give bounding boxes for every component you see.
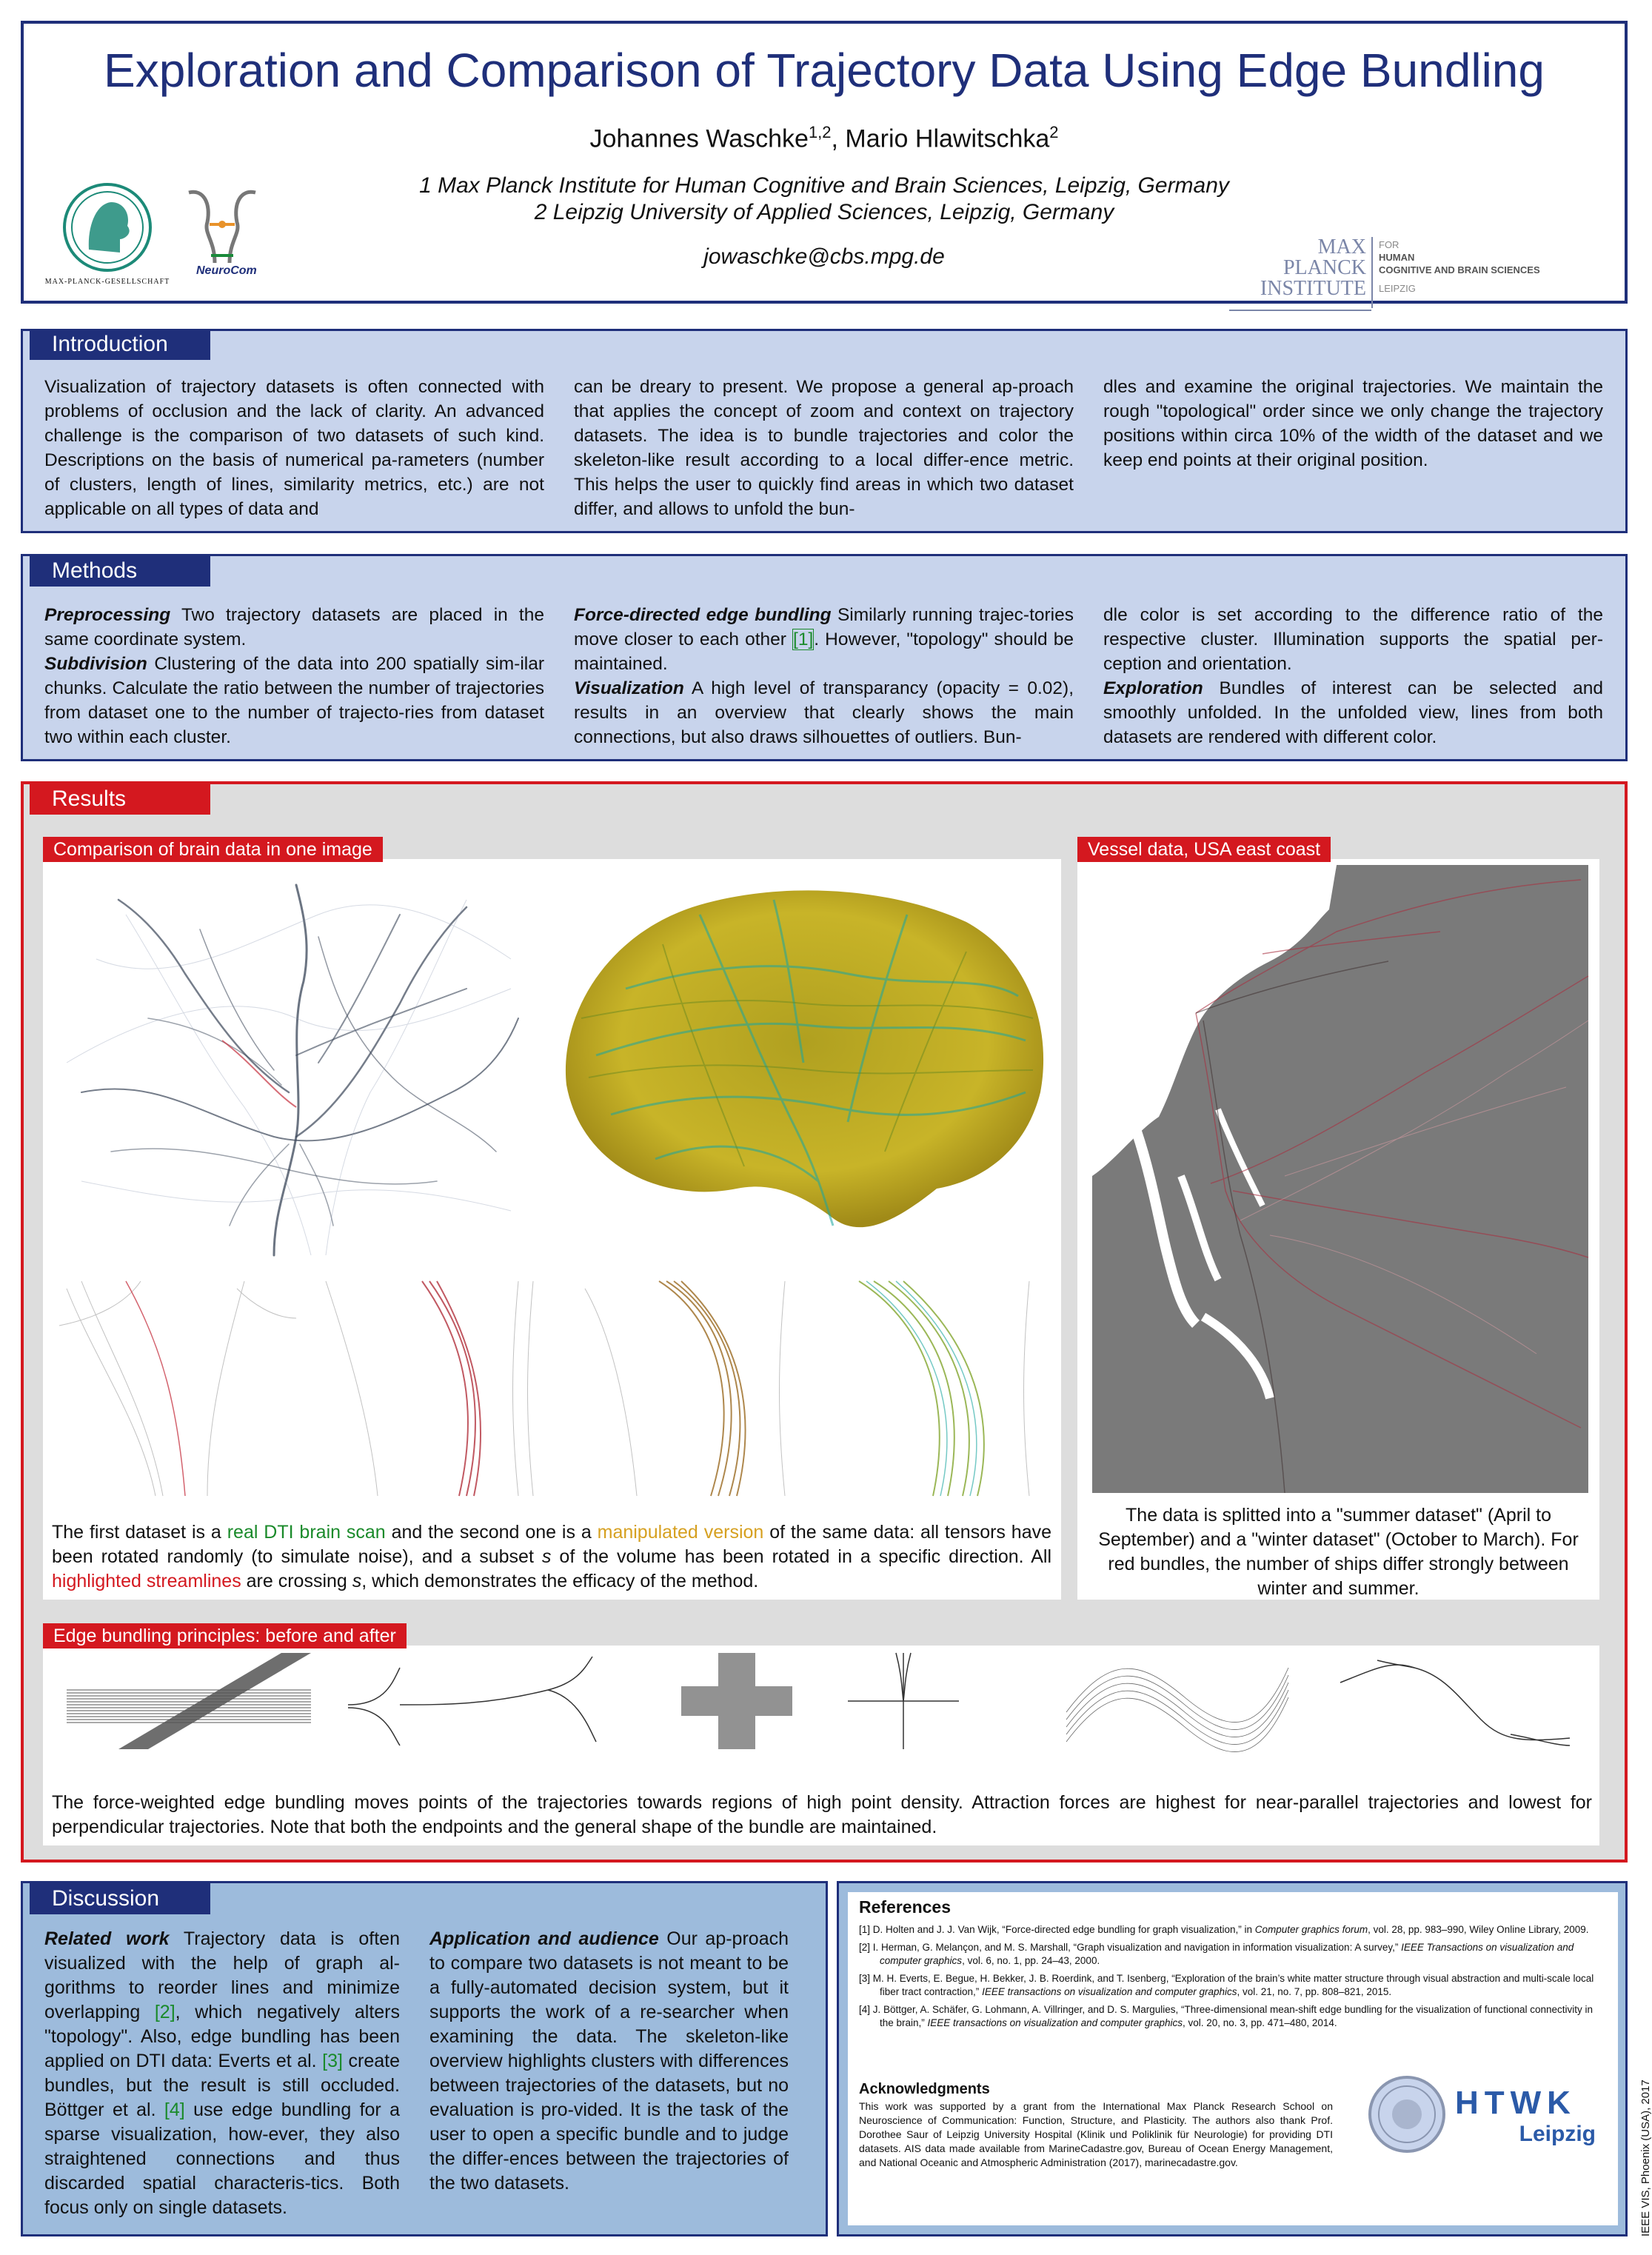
curved-lines-after	[1333, 1653, 1585, 1749]
author-1: Johannes Waschke	[589, 124, 809, 153]
methods-col-1	[44, 603, 544, 749]
contact-email: jowaschke@cbs.mpg.de	[703, 244, 945, 269]
authors	[30, 123, 1619, 153]
methods-preprocessing-term: Preprocessing	[44, 605, 171, 625]
introduction-heading: Introduction	[30, 329, 210, 360]
vessel-data-tab: Vessel data, USA east coast	[1077, 837, 1331, 862]
real-dti-label: real DTI brain scan	[227, 1522, 386, 1543]
discussion-heading: Discussion	[30, 1883, 210, 1914]
edge-bundling-tab: Edge bundling principles: before and after	[43, 1623, 407, 1648]
cross-lines-before	[678, 1653, 796, 1749]
methods-subdivision-term: Subdivision	[44, 654, 147, 674]
introduction-col-1: Visualization of trajectory datasets is often connected with problems of occlusion and the lack of clarity. An advanced challenge is the comparison of two datasets of such kind. Descriptions on the basis of numerical pa-rameters (number of clusters, length of lines, similarity metrics, etc.) are not applicable on all types of data and	[44, 377, 544, 519]
bundled-brain-overview	[52, 870, 533, 1270]
related-work-term: Related work	[44, 1928, 170, 1949]
edge-bundling-caption: The force-weighted edge bundling moves points of the trajectories towards regions of high point density. Attraction forces are highest for near-parallel trajectories and lowest for perpendicular trajectories. Note that both the endpoints and the general shape of the bundle are maintained.	[52, 1792, 1592, 1837]
mpi-logo-for: FOR	[1379, 239, 1399, 250]
leipzig-seal-icon	[1366, 2074, 1448, 2155]
parallel-lines-after	[341, 1653, 622, 1749]
discussion-col-1	[44, 1927, 400, 2220]
mpi-logo-cog: COGNITIVE AND BRAIN SCIENCES	[1379, 264, 1540, 275]
brain-comparison-tab: Comparison of brain data in one image	[43, 837, 383, 862]
minerva-seal-icon	[37, 181, 178, 293]
related-work-text-a: Trajectory data is often visualized with the help of graph al-gorithms to reorder lines and minimize overlapping	[44, 1928, 400, 2022]
subset-symbol-2: s	[352, 1571, 362, 1591]
parallel-lines-before	[59, 1653, 326, 1749]
ref-link-2[interactable]: [2]	[154, 2002, 175, 2022]
methods-subdivision-text: Clustering of the data into 200 spatially sim-ilar chunks. Calculate the ratio between the number of trajectories from dataset one to the number of trajecto-ries from dataset two within each cluster.	[44, 654, 544, 747]
author-2: , Mario Hlawitschka	[831, 124, 1050, 153]
unfolded-view-1	[52, 1274, 304, 1500]
affiliation-1: 1 Max Planck Institute for Human Cognitive and Brain Sciences, Leipzig, Germany	[419, 173, 1229, 198]
reference-1: [1] D. Holten and J. J. Van Wijk, “Force-directed edge bundling for graph visualization,” in Computer graphics forum, vol. 28, pp. 983–990, Wiley Online Library, 2009.	[859, 1924, 1589, 1935]
methods-bundling-text: Similarly running trajec-tories move closer to each other	[574, 605, 1074, 649]
reference-2: [2] I. Herman, G. Melançon, and M. S. Marshall, “Graph visualization and navigation in information visualization: A survey,” IEEE Transactions on visualization and computer graphics, vol. 6, no. 1, pp. 24–43, 2000.	[859, 1942, 1574, 1966]
methods-exploration-text: Bundles of interest can be selected and smoothly unfolded. In the unfolded view, lines from both datasets are rendered with different color.	[1103, 678, 1603, 747]
ref-link-3[interactable]: [3]	[322, 2051, 343, 2071]
htwk-logo-text: HTWK	[1455, 2085, 1576, 2121]
methods-bundling-text-2: . However, "topology" should be maintained.	[574, 629, 1074, 674]
mpi-logo-max: MAX	[1317, 235, 1366, 258]
mpi-logo	[1229, 237, 1614, 311]
related-work-text-b: , which negatively alters "topology". Also, edge bundling has been applied on DTI data: Everts et al.	[44, 2002, 400, 2071]
references-heading: References	[859, 1897, 952, 1917]
mpg-logo-text: MAX-PLANCK-GESELLSCHAFT	[44, 278, 170, 286]
curved-lines-before	[1051, 1653, 1303, 1749]
brain-caption-5: are crossing	[241, 1571, 352, 1591]
brain-fiber-render	[552, 870, 1055, 1270]
brain-caption-6: , which demonstrates the efficacy of the method.	[361, 1571, 759, 1591]
brain-caption-1: The first dataset is a	[52, 1522, 227, 1543]
reference-3: [3] M. H. Everts, E. Begue, H. Bekker, J. B. Roerdink, and T. Isenberg, “Exploration of the brain’s white matter structure through visual abstraction and multi-scale local fiber tract contraction,” IEEE transactions on visualization and computer graphics, vol. 21, no. 7, pp. 808–821, 2015.	[859, 1973, 1594, 1997]
reference-4: [4] J. Böttger, A. Schäfer, G. Lohmann, A. Villringer, and D. S. Margulies, “Three-dimensional mean-shift edge bundling for the visualization of functional connectivity in the brain,” IEEE transactions on visualization and computer graphics, vol. 20, no. 3, pp. 471–480, 2014.	[859, 2004, 1594, 2028]
application-term: Application and audience	[429, 1928, 659, 1949]
acknowledgments-heading: Acknowledgments	[859, 2081, 990, 2097]
methods-col-3	[1103, 603, 1603, 749]
application-text: Our ap-proach to compare two datasets is not meant to be a fully-automated decision system, but it supports the work of a re-searcher when examining the data. The skeleton-like overview highlights clusters with differences between trajectories of the datasets, but no evaluation is pro-vided. It is the task of the user to open a specific bundle and to judge the differ-ences between the trajectories of the two datasets.	[429, 1928, 789, 2194]
methods-exploration-term: Exploration	[1103, 678, 1203, 698]
unfolded-view-4	[829, 1274, 1059, 1500]
mpi-logo-planck: PLANCK	[1283, 256, 1366, 279]
introduction-col-3: dles and examine the original trajectories. We maintain the rough "topological" order since we only change the trajectory positions within circa 10% of the width of the dataset and we keep end points at their original position.	[1103, 377, 1603, 470]
author-1-affil: 1,2	[808, 123, 832, 141]
reference-list	[859, 1923, 1607, 2034]
methods-bundling-term: Force-directed edge bundling	[574, 605, 832, 625]
methods-visualization-text: A high level of transparancy (opacity = 0.02), results in an overview that clearly shows the main connections, but also draws silhouettes of outliers. Bun-	[574, 678, 1074, 747]
neurocom-heads-icon	[174, 181, 270, 270]
results-heading: Results	[30, 784, 210, 815]
related-work-text-c: create bundles, but the result is still occluded. Böttger et al.	[44, 2051, 400, 2120]
acknowledgments-text: This work was supported by a grant from the International Max Planck Research School on Neuroscience of Communication: Function, Structure, and Plasticity. The authors also thank Prof. Dorothee Saur of Leipzig University Hospital (Klinik und Poliklinik für Neurologie) for providing DTI datasets. AIS data made available from MarineCadastre.gov, Bureau of Ocean Energy Management, and National Oceanic and Atmospheric Administration (2017), marinecadastre.gov.	[859, 2100, 1333, 2168]
brain-caption-2: and the second one is a	[385, 1522, 598, 1543]
mpi-logo-leipzig: LEIPZIG	[1379, 283, 1416, 294]
methods-heading: Methods	[30, 555, 210, 587]
unfolded-view-2	[311, 1274, 563, 1500]
subset-symbol-1: s	[541, 1546, 552, 1567]
htwk-logo-city: Leipzig	[1519, 2122, 1596, 2146]
ref-link-1[interactable]: [1]	[793, 629, 814, 649]
highlighted-label: highlighted streamlines	[52, 1571, 241, 1591]
brain-caption-3: of the same data: all tensors have been rotated randomly (to simulate noise), and a subset	[52, 1522, 1052, 1567]
brain-caption-4: of the volume has been rotated in a specific direction. All	[551, 1546, 1051, 1567]
poster-title: Exploration and Comparison of Trajectory Data Using Edge Bundling	[104, 44, 1545, 97]
ref-link-4[interactable]: [4]	[164, 2099, 185, 2120]
author-2-affil: 2	[1049, 123, 1059, 141]
unfolded-view-3	[570, 1274, 822, 1500]
brain-caption	[52, 1520, 1051, 1594]
manipulated-label: manipulated version	[597, 1522, 764, 1543]
neurocom-logo	[174, 181, 270, 289]
affiliation-2: 2 Leipzig University of Applied Sciences, Leipzig, Germany	[534, 200, 1114, 224]
methods-col-2	[574, 603, 1074, 749]
vessel-map	[1092, 865, 1588, 1493]
methods-color-text: dle color is set according to the difference ratio of the respective cluster. Illumination supports the spatial per-ception and orientation.	[1103, 605, 1603, 674]
methods-visualization-term: Visualization	[574, 678, 684, 698]
conference-note: IEEE VIS, Phoenix (USA), 2017	[1639, 2079, 1652, 2236]
methods-preprocessing-text: Two trajectory datasets are placed in the same coordinate system.	[44, 605, 544, 649]
mpi-logo-institute: INSTITUTE	[1260, 277, 1366, 300]
cross-lines-after	[844, 1653, 963, 1749]
mpg-logo	[37, 181, 178, 293]
discussion-col-2	[429, 1927, 789, 2196]
related-work-text-d: use edge bundling for a sparse visualization, how-ever, they also straightened connections and thus discarded spatial characteris-tics. Both focus only on single datasets.	[44, 2099, 401, 2218]
neurocom-logo-text: NeuroCom	[196, 264, 257, 277]
vessel-caption: The data is splitted into a "summer dataset" (April to September) and a "winter dataset" (October to March). For red bundles, the number of ships differ strongly between winter and summer.	[1098, 1505, 1579, 1599]
htwk-logo	[1455, 2085, 1603, 2151]
introduction-col-2: can be dreary to present. We propose a general ap-proach that applies the concept of zoom and context on trajectory datasets. The idea is to bundle trajectories and color the skeleton-like result according to a local differ-ence metric. This helps the user to quickly find areas in which two dataset differ, and allows to unfold the bun-	[574, 377, 1074, 519]
mpi-logo-human: HUMAN	[1379, 252, 1415, 263]
